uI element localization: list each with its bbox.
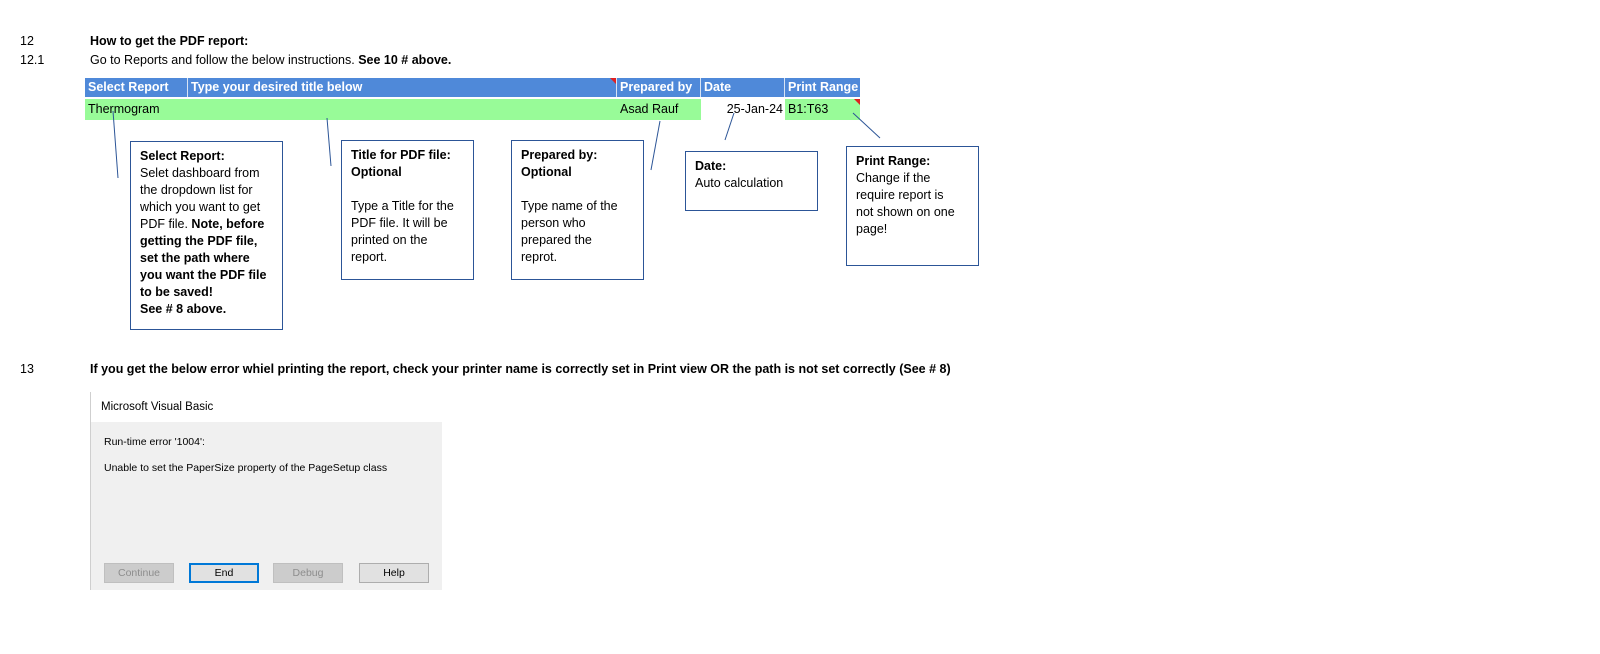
callout-line: Auto calculation (695, 176, 784, 190)
callout-text: PDF file. (140, 217, 188, 231)
callout-title (341, 140, 474, 280)
callout-line: PDF file. It will be (351, 216, 448, 230)
callout-line: page! (856, 222, 888, 236)
callout-line (140, 216, 273, 233)
cell-print-range-value: B1:T63 (788, 102, 829, 116)
debug-button[interactable]: Debug (273, 563, 343, 583)
help-button[interactable]: Help (359, 563, 429, 583)
section-number-12: 12 (20, 34, 34, 48)
callout-date (685, 151, 818, 211)
callout-line: which you want to get (140, 200, 261, 214)
dialog-body (91, 422, 442, 590)
callout-line: prepared the (521, 233, 592, 247)
header-prepared-by: Prepared by (617, 78, 701, 97)
callout-line: person who (521, 216, 586, 230)
callout-line: report. (351, 250, 388, 264)
end-button[interactable]: End (189, 563, 259, 583)
callout-line: Change if the (856, 171, 931, 185)
callout-line: getting the PDF file, (140, 234, 258, 248)
instruction-reference: See 10 # above. (358, 53, 452, 67)
section-13-text: If you get the below error whiel printing the report, check your printer name is correctly set in Print view OR the path is not set correctly (See # 8) (90, 362, 951, 376)
section-12-heading: How to get the PDF report: (90, 34, 249, 48)
callout-subheading: Optional (521, 165, 572, 179)
header-title-label: Type your desired title below (191, 80, 363, 94)
header-date: Date (701, 78, 785, 97)
callout-select-report (130, 141, 283, 330)
dialog-title: Microsoft Visual Basic (91, 392, 442, 422)
callout-heading: Date: (695, 159, 727, 173)
callout-heading: Select Report: (140, 149, 225, 163)
callout-subheading: Optional (351, 165, 402, 179)
connector-print-range (853, 113, 880, 138)
callout-prepared-by (511, 140, 644, 280)
callout-line: See # 8 above. (140, 302, 227, 316)
callout-line: you want the PDF file (140, 268, 267, 282)
connector-title (327, 118, 331, 166)
callout-line: Type a Title for the (351, 199, 454, 213)
header-select-report-label: Select Report (88, 80, 169, 94)
dialog-error-code: Run-time error '1004': (104, 436, 205, 448)
cell-select-report[interactable]: Thermogram (85, 99, 188, 120)
section-number-12-1: 12.1 (20, 53, 45, 67)
callout-line: set the path where (140, 251, 250, 265)
dialog-error-message: Unable to set the PaperSize property of the PageSetup class (104, 462, 388, 474)
callout-note: Note, before (191, 217, 265, 231)
error-dialog (90, 392, 442, 590)
cell-date: 25-Jan-24 (701, 99, 785, 120)
callout-heading: Prepared by: (521, 148, 598, 162)
callout-line: require report is (856, 188, 944, 202)
callout-print-range (846, 146, 979, 266)
cell-prepared-by[interactable]: Asad Rauf (617, 99, 701, 120)
connector-prepared-by (651, 121, 660, 170)
callout-line: to be saved! (140, 285, 213, 299)
callout-line: printed on the (351, 233, 428, 247)
connector-date (725, 113, 734, 140)
callout-line: Selet dashboard from (140, 166, 260, 180)
callout-line: Type name of the (521, 199, 618, 213)
callout-line: reprot. (521, 250, 558, 264)
header-print-range: Print Range (785, 78, 860, 97)
connector-select-report (113, 111, 118, 178)
callout-line: not shown on one (856, 205, 955, 219)
callout-heading: Print Range: (856, 154, 931, 168)
callout-line: the dropdown list for (140, 183, 253, 197)
callout-heading: Title for PDF file: (351, 148, 451, 162)
continue-button[interactable]: Continue (104, 563, 174, 583)
section-number-13: 13 (20, 362, 34, 376)
instruction-text: Go to Reports and follow the below instructions. (90, 53, 355, 67)
